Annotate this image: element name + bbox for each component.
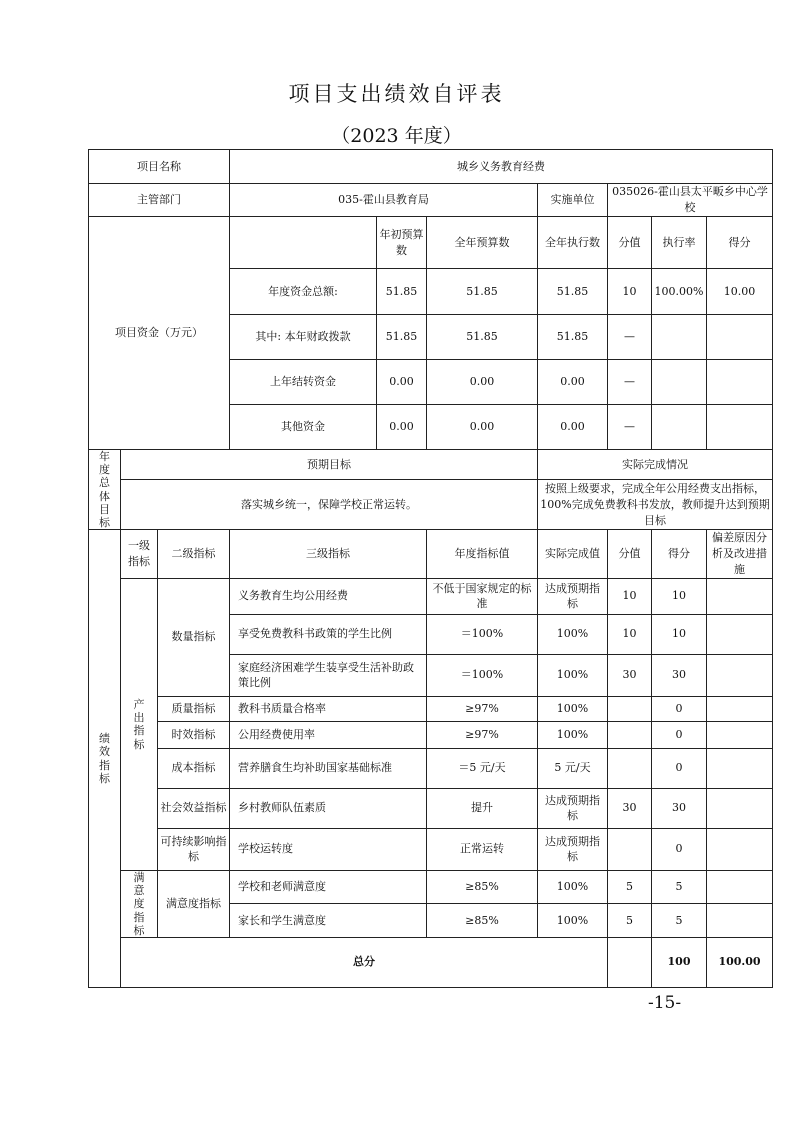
indicator-reason (707, 654, 773, 696)
indicator-target: 提升 (427, 788, 538, 828)
total-score: 100.00 (707, 937, 773, 987)
funds-row-score-value: 10 (608, 269, 652, 315)
header-level1: 一级指标 (121, 530, 158, 579)
impl-label: 实施单位 (538, 184, 608, 217)
total-row (89, 937, 773, 987)
indicator-value: 30 (608, 788, 652, 828)
indicator-reason (707, 578, 773, 614)
indicator-actual: 5 元/天 (538, 748, 608, 788)
indicator-name: 乡村教师队伍素质 (230, 788, 427, 828)
funds-row-name: 其他资金 (230, 405, 377, 450)
header-level2: 二级指标 (158, 530, 230, 579)
header-value: 分值 (608, 530, 652, 579)
funds-header-score: 得分 (707, 217, 773, 269)
annual-goal-label: 年度总体目标 (89, 450, 121, 530)
funds-row-executed: 0.00 (538, 360, 608, 405)
indicator-actual: 达成预期指标 (538, 828, 608, 870)
total-blank (608, 937, 652, 987)
indicator-reason (707, 748, 773, 788)
indicator-score: 10 (652, 578, 707, 614)
indicator-name: 享受免费教科书政策的学生比例 (230, 614, 427, 654)
dept-label: 主管部门 (89, 184, 230, 217)
indicator-row (89, 578, 773, 614)
document-title: 项目支出绩效自评表 (288, 82, 505, 106)
indicator-row (89, 828, 773, 870)
annual-goal-row (89, 480, 773, 530)
funds-row-annual: 51.85 (427, 269, 538, 315)
level2-satisfaction: 满意度指标 (158, 870, 230, 937)
indicator-name: 学校和老师满意度 (230, 870, 427, 903)
indicator-score: 5 (652, 904, 707, 937)
level1-satisfaction: 满意度指标 (121, 870, 158, 937)
funds-row-score (707, 315, 773, 360)
funds-row-executed: 0.00 (538, 405, 608, 450)
indicator-value (608, 748, 652, 788)
total-value: 100 (652, 937, 707, 987)
level1-output: 产出指标 (121, 578, 158, 870)
indicator-score: 0 (652, 828, 707, 870)
indicator-value: 5 (608, 904, 652, 937)
funds-row-score-value: — (608, 360, 652, 405)
level2-timeliness: 时效指标 (158, 721, 230, 748)
indicator-value: 30 (608, 654, 652, 696)
funds-row-score: 10.00 (707, 269, 773, 315)
funds-header-rate: 执行率 (652, 217, 707, 269)
performance-header-row (89, 530, 773, 579)
indicator-target: ≥85% (427, 904, 538, 937)
expected-goal-text: 落实城乡统一，保障学校正常运转。 (121, 480, 538, 530)
indicator-actual: 100% (538, 696, 608, 721)
indicator-actual: 100% (538, 870, 608, 903)
funds-row-executed: 51.85 (538, 269, 608, 315)
annual-goal-header-row (89, 450, 773, 480)
level2-sustainable: 可持续影响指标 (158, 828, 230, 870)
page-number: -15- (648, 993, 682, 1013)
indicator-reason (707, 788, 773, 828)
indicator-score: 30 (652, 788, 707, 828)
funds-row-annual: 0.00 (427, 405, 538, 450)
dept-value: 035-霍山县教育局 (230, 184, 538, 217)
funds-header-annual: 全年预算数 (427, 217, 538, 269)
indicator-value (608, 696, 652, 721)
indicator-reason (707, 870, 773, 903)
funds-row-rate: 100.00% (652, 269, 707, 315)
indicator-row (89, 870, 773, 903)
funds-row-annual: 51.85 (427, 315, 538, 360)
indicator-target: ＝100% (427, 654, 538, 696)
level2-quality: 质量指标 (158, 696, 230, 721)
indicator-target: ＝100% (427, 614, 538, 654)
department-row (89, 184, 773, 217)
funds-row-name: 其中: 本年财政拨款 (230, 315, 377, 360)
indicator-row (89, 748, 773, 788)
header-score: 得分 (652, 530, 707, 579)
indicator-actual: 100% (538, 654, 608, 696)
indicator-value: 10 (608, 614, 652, 654)
indicator-score: 10 (652, 614, 707, 654)
level2-cost: 成本指标 (158, 748, 230, 788)
funds-row-score (707, 405, 773, 450)
indicator-reason (707, 904, 773, 937)
indicator-actual: 达成预期指标 (538, 788, 608, 828)
indicator-reason (707, 721, 773, 748)
funds-row-score (707, 360, 773, 405)
indicator-value (608, 828, 652, 870)
indicator-name: 营养膳食生均补助国家基础标准 (230, 748, 427, 788)
project-name-label: 项目名称 (89, 150, 230, 184)
performance-label: 绩效指标 (89, 530, 121, 988)
funds-header-executed: 全年执行数 (538, 217, 608, 269)
indicator-name: 公用经费使用率 (230, 721, 427, 748)
indicator-actual: 100% (538, 721, 608, 748)
expected-goal-header: 预期目标 (121, 450, 538, 480)
indicator-name: 学校运转度 (230, 828, 427, 870)
indicator-score: 30 (652, 654, 707, 696)
funds-row-score-value: — (608, 405, 652, 450)
funds-row-initial: 51.85 (377, 315, 427, 360)
indicator-reason (707, 614, 773, 654)
indicator-actual: 达成预期指标 (538, 578, 608, 614)
indicator-target: ≥97% (427, 721, 538, 748)
funds-row-executed: 51.85 (538, 315, 608, 360)
indicator-target: 不低于国家规定的标准 (427, 578, 538, 614)
indicator-target: ≥97% (427, 696, 538, 721)
indicator-reason (707, 828, 773, 870)
indicator-target: ＝5 元/天 (427, 748, 538, 788)
header-actual: 实际完成值 (538, 530, 608, 579)
project-name-value: 城乡义务教育经费 (230, 150, 773, 184)
indicator-value: 5 (608, 870, 652, 903)
indicator-value (608, 721, 652, 748)
indicator-name: 家长和学生满意度 (230, 904, 427, 937)
self-evaluation-table (88, 149, 773, 988)
level2-social: 社会效益指标 (158, 788, 230, 828)
funds-header-blank (230, 217, 377, 269)
actual-goal-text: 按照上级要求，完成全年公用经费支出指标，100%完成免费教科书发放，教师提升达到预期目标 (538, 480, 773, 530)
total-label: 总分 (121, 937, 608, 987)
project-name-row (89, 150, 773, 184)
funds-row-annual: 0.00 (427, 360, 538, 405)
funds-header-row (89, 217, 773, 269)
indicator-score: 0 (652, 721, 707, 748)
funds-label: 项目资金（万元） (89, 217, 230, 450)
funds-row-rate (652, 405, 707, 450)
funds-row-initial: 51.85 (377, 269, 427, 315)
funds-row-rate (652, 315, 707, 360)
indicator-target: 正常运转 (427, 828, 538, 870)
funds-row-initial: 0.00 (377, 360, 427, 405)
funds-row-name: 上年结转资金 (230, 360, 377, 405)
indicator-row (89, 696, 773, 721)
header-level3: 三级指标 (230, 530, 427, 579)
header-target: 年度指标值 (427, 530, 538, 579)
indicator-score: 5 (652, 870, 707, 903)
indicator-row (89, 788, 773, 828)
funds-row-score-value: — (608, 315, 652, 360)
actual-goal-header: 实际完成情况 (538, 450, 773, 480)
funds-header-score-value: 分值 (608, 217, 652, 269)
impl-value: 035026-霍山县太平畈乡中心学校 (608, 184, 773, 217)
indicator-actual: 100% (538, 614, 608, 654)
indicator-actual: 100% (538, 904, 608, 937)
indicator-name: 教科书质量合格率 (230, 696, 427, 721)
indicator-name: 义务教育生均公用经费 (230, 578, 427, 614)
funds-row-rate (652, 360, 707, 405)
funds-header-initial: 年初预算数 (377, 217, 427, 269)
indicator-score: 0 (652, 696, 707, 721)
funds-row-initial: 0.00 (377, 405, 427, 450)
indicator-value: 10 (608, 578, 652, 614)
header-reason: 偏差原因分析及改进措施 (707, 530, 773, 579)
indicator-row (89, 721, 773, 748)
indicator-name: 家庭经济困难学生装享受生活补助政策比例 (230, 654, 427, 696)
indicator-score: 0 (652, 748, 707, 788)
level2-quantity: 数量指标 (158, 578, 230, 696)
document-year: （2023 年度） (331, 125, 462, 147)
indicator-target: ≥85% (427, 870, 538, 903)
funds-row-name: 年度资金总额: (230, 269, 377, 315)
indicator-reason (707, 696, 773, 721)
